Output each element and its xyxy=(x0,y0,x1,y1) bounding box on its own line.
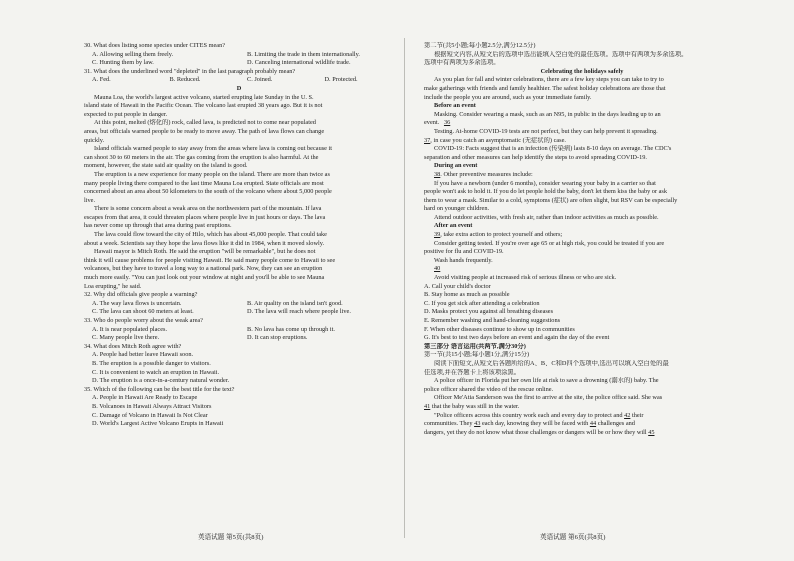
choice-g: G. It's best to test two days before an event and again the day of the event xyxy=(424,334,610,342)
blank-45: 45 xyxy=(648,428,655,436)
q32-option-c: C. The lava can shoot 60 meters at least. xyxy=(92,308,194,316)
cloze-line: A police officer in Florida put her own life at risk to save a drowning (溺水的) baby. The xyxy=(434,377,659,385)
passage-line: Attend outdoor activities, with fresh air, rather than indoor activities as much as possible. xyxy=(434,213,659,221)
right-column xyxy=(424,42,740,437)
q32-option-d: D. The lava will reach where people live. xyxy=(247,308,351,316)
q31-option-a: A. Fed. xyxy=(92,76,111,84)
section-heading: 第二节(共5小题;每小题2.5分,满分12.5分) xyxy=(424,42,536,49)
q30-option-c: C. Hunting them by law. xyxy=(92,59,154,67)
passage-line: Masking. Consider wearing a mask, such as an N95, in public in the days leading up to an xyxy=(434,110,661,118)
part-3-section-1: 第一节(共15小题;每小题1分,满分15分) xyxy=(424,351,530,359)
choice-b: B. Stay home as much as possible xyxy=(424,291,510,299)
question-35: 35. Which of the following can be the best title for the text? xyxy=(84,385,235,393)
cloze-text: "Police officers across this country work each and every day to protect and xyxy=(434,411,623,419)
q34-option-d: D. The eruption is a once-in-a-century natural wonder. xyxy=(92,377,230,385)
passage-line: If you have a newborn (under 6 months), consider wearing your baby in a carrier so that xyxy=(434,179,656,187)
blank-36: 36 xyxy=(443,119,451,127)
q35-option-b: B. Volcanoes in Hawaii Always Attract Visitors xyxy=(92,402,212,410)
cloze-line: Officer Me'Atia Sanderson was the first to arrive at the site, the police office said. She was xyxy=(434,394,663,402)
question-30: 30. What does listing some species under CITES mean? xyxy=(84,42,226,49)
passage-line: There is some concern about a weak area on the northwestern part of the mountain. If lava xyxy=(94,205,322,213)
q34-option-b: B. The eruption is a possible danger to visitors. xyxy=(92,359,211,367)
passage-line: Mauna Loa, the world's largest active volcano, started erupting late Sunday in the U. S. xyxy=(94,93,314,101)
q30-options-cd xyxy=(84,59,394,68)
passage-line: them to wear a mask. Similar to a cold, symptoms (症状) are often slight, but RSV can be especially xyxy=(424,196,678,204)
q35-option-d: D. World's Largest Active Volcano Erupts in Hawaii xyxy=(92,420,224,428)
choice-c: C. If you get sick after attending a celebration xyxy=(424,299,540,307)
left-column xyxy=(84,42,394,429)
question-32: 32. Why did officials give people a warning? xyxy=(84,291,198,299)
passage-line: Wash hands frequently. xyxy=(434,256,493,264)
passage-line: volcanoes, but they have to travel a long way to a national park. Now, they can see an eruption xyxy=(84,265,323,273)
subheading-after: After an event xyxy=(434,222,473,230)
q33-option-d: D. It can stop eruptions. xyxy=(247,334,308,342)
q30-option-b: B. Limiting the trade in them internationally. xyxy=(247,50,360,58)
choice-f: F. When other diseases continue to show up in communities xyxy=(424,325,575,333)
blank-37: 37 xyxy=(424,136,431,144)
passage-line: escapes from that area, it could threaten places where people live in just hours or days. The lava xyxy=(84,213,326,221)
q30-options-ab xyxy=(84,51,394,60)
cloze-line xyxy=(424,412,740,421)
passage-line: think it will cause problems for people visiting Hawaii. He said many people come to Hawaii to see xyxy=(84,256,336,264)
passage-line: The lava could flow toward the city of Hilo, which has about 45,000 people. That could take xyxy=(94,231,327,239)
passage-line: Testing. At-home COVID-19 tests are not perfect, but they can help prevent it spreading. xyxy=(434,127,658,135)
q34-option-c: C. It is convenient to watch an eruption in Hawaii. xyxy=(92,368,220,376)
passage-line xyxy=(424,231,740,240)
q32-options-cd xyxy=(84,308,394,317)
passage-line: concerned about an area about 50 kilometers to the south of the volcano where about 5,000 people xyxy=(84,188,332,196)
passage-text: event. xyxy=(424,119,440,127)
passage-line: island state of Hawaii in the Pacific Ocean. The volcano last erupted 38 years ago. But it is not xyxy=(84,102,323,110)
passage-title: Celebrating the holidays safely xyxy=(540,67,624,75)
cloze-line xyxy=(424,420,740,429)
choice-a: A. Call your child's doctor xyxy=(424,282,491,290)
passage-line: much more easily. "You can just look out your window at night and you'll be able to see Mauna xyxy=(84,274,325,282)
part-3-heading: 第三部分 语言运用(共两节,满分30分) xyxy=(424,342,526,350)
passage-line: people won't ask to hold it. If you do let people hold the baby, don't let them kiss the baby or ask xyxy=(424,188,668,196)
q33-option-c: C. Many people live there. xyxy=(92,334,160,342)
q35-option-c: C. Damage of Volcano in Hawaii Is Not Clear xyxy=(92,411,208,419)
passage-line: make gatherings with friends and family healthier. The safest holiday celebrations are those that xyxy=(424,84,666,92)
part-3-instruction: 佳选项,并在答题卡上将该项涂黑。 xyxy=(424,368,521,376)
passage-line xyxy=(424,119,740,128)
cloze-text: dangers, yet they do not know what those challenges or dangers will be or how they will xyxy=(424,428,647,436)
passage-line: Avoid visiting people at increased risk of serious illness or who are sick. xyxy=(434,274,617,282)
choice-e: E. Remember washing and hand-cleaning suggestions xyxy=(424,317,561,324)
cloze-text: that the baby was still in the water. xyxy=(431,402,520,410)
choice-d: D. Masks protect you against all breathing diseases xyxy=(424,308,554,316)
q33-options-cd xyxy=(84,334,394,343)
section-instruction: 根据短文内容,从短文后的选项中选出能填入空白处的最佳选项。选项中有两项为多余选项。 xyxy=(434,50,688,58)
passage-line: can shoot 30 to 60 meters in the air. The gas coming from the eruption is also harmful. At the xyxy=(84,153,319,161)
passage-line: moment, however, the state said air quality on the island is good. xyxy=(84,162,248,170)
blank-40: 40 xyxy=(434,265,441,273)
blank-39: 39 xyxy=(434,231,441,239)
passage-line: include the people you are around, such as your immediate family. xyxy=(424,93,592,101)
blank-42: 42 xyxy=(624,411,631,419)
passage-line: positive for flu and COVID-19. xyxy=(424,248,504,256)
passage-text: , in case you catch an asymptomatic (无症状的) case. xyxy=(430,136,566,144)
subheading-before: Before an event xyxy=(434,102,476,110)
passage-line: Island officials warned people to stay away from the areas where lava is coming out because it xyxy=(94,145,333,153)
blank-43: 43 xyxy=(474,420,481,428)
passage-line: has never come up through that area during past eruptions. xyxy=(84,222,232,230)
cloze-line xyxy=(424,403,740,412)
question-34: 34. What does Mitch Roth agree with? xyxy=(84,342,182,350)
passage-text: , take extra action to protect yourself and others; xyxy=(440,231,563,239)
q30-option-a: A. Allowing selling them freely. xyxy=(92,50,174,58)
passage-line: separation and other measures can help identify the steps to avoid spreading COVID-19. xyxy=(424,153,647,161)
q32-option-b: B. Air quality on the island isn't good. xyxy=(247,299,343,307)
part-3-instruction: 阅读下面短文,从短文后各题所给的A、B、C和D四个选项中,选出可以填入空白处的最 xyxy=(434,359,669,367)
passage-line: live. xyxy=(84,196,96,204)
question-31: 31. What does the underlined word "depleted" in the last paragraph probably mean? xyxy=(84,67,296,75)
passage-line: expected to put people in danger. xyxy=(84,110,168,118)
subheading-during: During an event xyxy=(434,162,478,170)
cloze-text: each day, knowing they will be faced with xyxy=(481,420,589,428)
q30-option-d: D. Canceling international wildlife trade. xyxy=(247,59,351,67)
passage-letter: D xyxy=(236,84,242,92)
page-footer-left: 英语试题 第5页(共8页) xyxy=(198,534,264,541)
section-instruction: 选项中有两项为多余选项。 xyxy=(424,59,500,67)
q32-option-a: A. The way lava flows is uncertain. xyxy=(92,299,182,307)
cloze-text: challenges and xyxy=(597,420,635,428)
q33-option-b: B. No lava has come up through it. xyxy=(247,325,335,333)
q34-option-a: A. People had better leave Hawaii soon. xyxy=(92,351,194,359)
column-divider xyxy=(404,38,405,538)
passage-line xyxy=(424,137,740,146)
q32-options-ab xyxy=(84,300,394,309)
passage-line: about a week. Scientists say they hope the lava flows like it did in 1984, when it moved slowly. xyxy=(84,239,325,247)
q31-options xyxy=(84,76,394,85)
cloze-text: their xyxy=(631,411,644,419)
passage-line: hard on younger children. xyxy=(424,205,490,213)
passage-line xyxy=(424,265,740,274)
q33-option-a: A. It is near populated places. xyxy=(92,325,168,333)
passage-line: Hawaii mayor is Mitch Roth. He said the eruption "will be remarkable", but he does not xyxy=(94,248,316,256)
page-footer-right: 英语试题 第6页(共8页) xyxy=(540,534,606,541)
blank-41: 41 xyxy=(424,402,431,410)
passage-line: Loa erupting," he said. xyxy=(84,282,142,290)
question-33: 33. Who do people worry about the weak area? xyxy=(84,317,203,324)
passage-line: The eruption is a new experience for many people on the island. There are more than twice as xyxy=(94,170,330,178)
passage-line xyxy=(424,171,740,180)
passage-line: Consider getting tested. If you're over age 65 or at high risk, you could be treated if you are xyxy=(434,239,665,247)
passage-line: As you plan for fall and winter celebrations, there are a few key steps you can take to try to xyxy=(434,76,664,84)
passage-line: quickly. xyxy=(84,136,105,144)
cloze-line xyxy=(424,429,740,438)
cloze-text: communities. They xyxy=(424,420,473,428)
passage-text: . Other preventive measures include: xyxy=(440,170,533,178)
blank-38: 38 xyxy=(434,170,441,178)
q33-options-ab xyxy=(84,326,394,335)
blank-44: 44 xyxy=(589,420,597,428)
q31-option-b: B. Reduced. xyxy=(169,76,201,84)
q35-option-a: A. People in Hawaii Are Ready to Escape xyxy=(92,394,198,402)
passage-line: At this point, melted (熔化的) rock, called lava, is predicted not to come near populated xyxy=(94,119,316,127)
q31-option-d: D. Protected. xyxy=(324,76,358,84)
passage-line: COVID-19: Facts suggest that is an infection (传染病) lasts 8-10 days on average. The CDC's xyxy=(434,145,672,153)
passage-line: areas, but officials warned people to be ready to move away. The path of lava flows can change xyxy=(84,127,325,135)
passage-line: many people living there compared to the last time Mauna Loa erupted. State officials are most xyxy=(84,179,324,187)
q31-option-c: C. Joined. xyxy=(247,76,273,84)
cloze-line: police officer shared the video of the rescue online. xyxy=(424,385,554,393)
